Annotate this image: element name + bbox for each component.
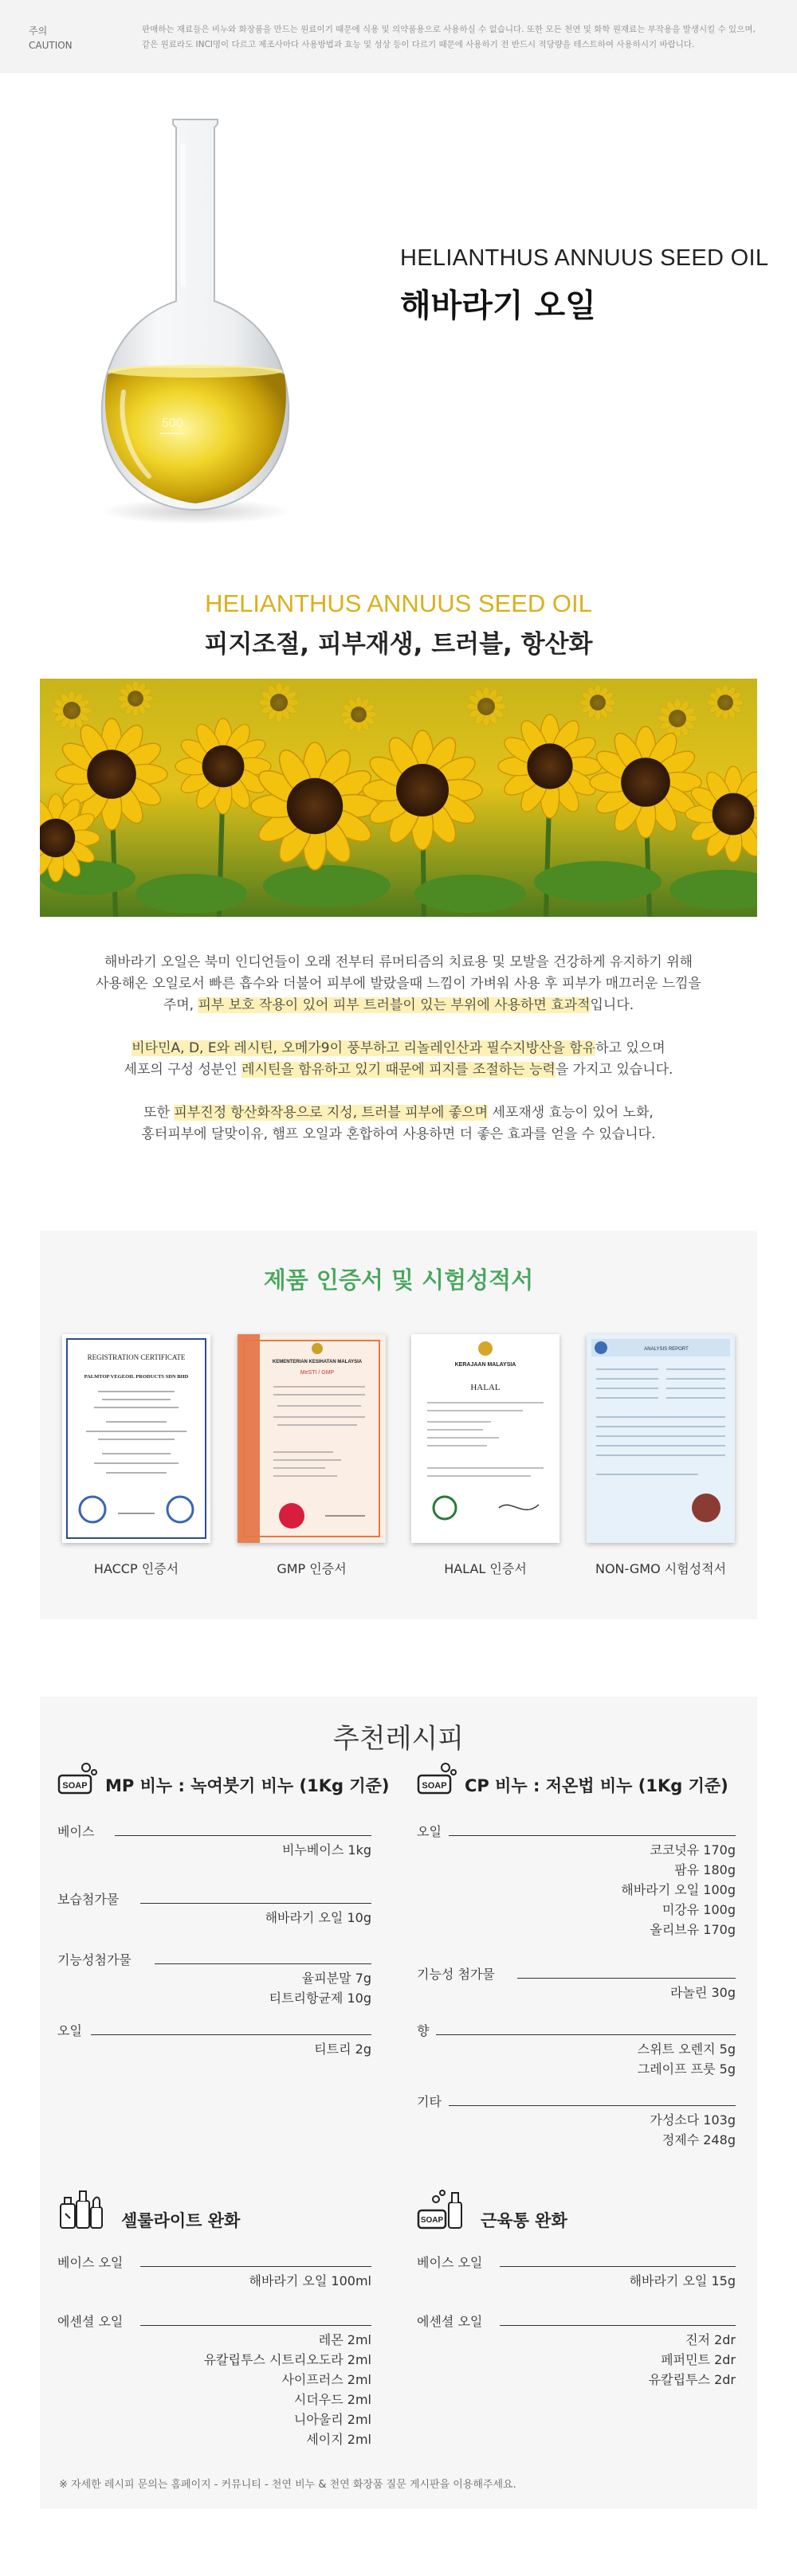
recipe-item bbox=[57, 2039, 371, 2059]
recipe-items bbox=[417, 2039, 736, 2079]
ingredient-amount: 2ml bbox=[347, 2412, 371, 2427]
soap-bottle-icon bbox=[417, 2186, 465, 2231]
recipe-item bbox=[57, 2370, 371, 2390]
caution-label bbox=[29, 24, 73, 53]
category-rule bbox=[115, 1835, 371, 1836]
recipe-category: 에센셜 오일 bbox=[417, 2314, 483, 2329]
category-rule bbox=[91, 2034, 371, 2035]
description-line: 홍터피부에 달맞이유, 햄프 오일과 혼합하여 사용하면 더 좋은 효과를 얻을 수 있습니다. bbox=[141, 1126, 656, 1142]
recipe-items bbox=[417, 1983, 736, 2002]
ingredient-name: 비누베이스 bbox=[282, 1842, 344, 1858]
highlight-text: 피부진정 항산화작용으로 지성, 트러블 피부에 좋으며 bbox=[174, 1105, 489, 1121]
cert-doc-title: ANALYSIS REPORT bbox=[644, 1347, 689, 1352]
caution-label-en: CAUTION bbox=[29, 40, 73, 51]
ingredient-name: 사이프러스 bbox=[281, 2372, 344, 2387]
ingredient-amount: 2ml bbox=[347, 2332, 371, 2347]
text-span: 입니다. bbox=[590, 997, 634, 1013]
ingredient-amount: 5g bbox=[719, 2061, 736, 2077]
category-rule bbox=[449, 2105, 736, 2106]
category-rule bbox=[517, 1978, 736, 1979]
gmp-certificate-image bbox=[238, 1334, 386, 1543]
cert-doc-subtitle: HALAL bbox=[470, 1383, 501, 1392]
recipe-category: 향 bbox=[417, 2023, 430, 2038]
ingredient-amount: 2dr bbox=[714, 2372, 736, 2387]
ingredient-name: 그레이프 프룻 bbox=[637, 2061, 716, 2077]
ingredient-name: 티트리항균제 bbox=[269, 1991, 344, 2006]
recipe-items bbox=[57, 2330, 371, 2449]
recipe-item bbox=[57, 1988, 371, 2008]
recipe-items bbox=[417, 2330, 736, 2390]
hero-title-en: HELIANTHUS ANNUUS SEED OIL bbox=[400, 245, 769, 271]
ingredient-amount: 100ml bbox=[331, 2273, 371, 2288]
recipe-item bbox=[57, 1908, 371, 1928]
ingredient-amount: 100g bbox=[703, 1882, 736, 1897]
highlight-text: 비타민A, D, E와 레시틴, 오메가9이 풍부하고 리놀레인산과 필수지방산을 함유 bbox=[132, 1040, 596, 1056]
recipe-items bbox=[57, 1840, 371, 1860]
recipe-items bbox=[417, 1840, 736, 1940]
ingredient-name: 세이지 bbox=[306, 2432, 344, 2447]
ingredient-name: 팜유 bbox=[674, 1862, 700, 1877]
ingredient-name: 올리브유 bbox=[650, 1922, 700, 1937]
category-rule bbox=[140, 1903, 371, 1904]
ingredient-amount: 15g bbox=[711, 2273, 736, 2288]
ingredient-name: 해바라기 오일 bbox=[621, 1882, 700, 1897]
cert-doc-title: KERAJAAN MALAYSIA bbox=[454, 1362, 516, 1368]
cert-doc-subtitle: PALMTOP VEGEOIL PRODUCTS SDN BHD bbox=[84, 1374, 189, 1380]
recipe-item bbox=[417, 2059, 736, 2079]
ingredient-name: 유칼립투스 bbox=[648, 2372, 710, 2387]
oil-bottles-icon bbox=[57, 2186, 105, 2231]
ingredient-amount: 10g bbox=[347, 1991, 371, 2006]
ingredient-name: 레몬 bbox=[318, 2332, 344, 2347]
recipe-item bbox=[57, 1968, 371, 1988]
recipe-category: 베이스 bbox=[57, 1824, 95, 1839]
ingredient-name: 율피분말 bbox=[301, 1971, 351, 1986]
category-rule bbox=[500, 2266, 736, 2267]
ingredient-amount: 2ml bbox=[347, 2392, 371, 2407]
ingredient-name: 해바라기 오일 bbox=[265, 1910, 344, 1925]
section-title-en: HELIANTHUS ANNUUS SEED OIL bbox=[205, 589, 592, 617]
ingredient-name: 진저 bbox=[685, 2332, 710, 2347]
recipe-category: 기능성첨가물 bbox=[57, 1952, 132, 1967]
text-span: 을 가지고 있습니다. bbox=[555, 1062, 673, 1078]
recipe-item bbox=[417, 1983, 736, 2002]
recipe-items bbox=[57, 1908, 371, 1928]
recipe-items bbox=[57, 1968, 371, 2008]
ingredient-amount: 30g bbox=[711, 1985, 736, 2000]
recipe-category: 에센셜 오일 bbox=[57, 2314, 124, 2329]
ingredient-amount: 100g bbox=[703, 1902, 736, 1917]
recipe-item bbox=[417, 2330, 736, 2350]
description-paragraph-1 bbox=[0, 952, 797, 1016]
section-subtitle-ko: 피지조절, 피부재생, 트러블, 항산화 bbox=[204, 630, 593, 659]
recipes-section bbox=[40, 1697, 757, 2509]
ingredient-amount: 2dr bbox=[714, 2332, 736, 2347]
ingredient-amount: 170g bbox=[703, 1842, 736, 1858]
ingredient-name: 해바라기 오일 bbox=[249, 2273, 328, 2288]
soap-icon-text: SOAP bbox=[422, 1781, 447, 1791]
ingredient-name: 정제수 bbox=[662, 2132, 700, 2147]
category-rule bbox=[500, 2325, 736, 2326]
description-line: 사용해온 오일로서 빠른 흡수와 더불어 피부에 발랐을때 느낌이 가벼워 사용 후 피부가 매끄러운 느낌을 bbox=[96, 976, 701, 992]
halal-certificate-image bbox=[411, 1334, 559, 1543]
gmp-certificate-label: GMP 인증서 bbox=[277, 1561, 347, 1576]
description-line bbox=[0, 1059, 797, 1081]
description-line bbox=[0, 1038, 797, 1059]
recipe-item bbox=[417, 2370, 736, 2390]
recipe-item bbox=[417, 1840, 736, 1860]
recipe-item bbox=[57, 2390, 371, 2410]
recipe-item bbox=[57, 2429, 371, 2449]
cp-recipe-title: CP 비누 : 저온법 비누 (1Kg 기준) bbox=[465, 1776, 728, 1795]
category-rule bbox=[140, 2325, 371, 2326]
text-span: 하고 있으며 bbox=[595, 1040, 665, 1056]
recipe-category: 기능성 첨가물 bbox=[417, 1967, 495, 1982]
ingredient-amount: 170g bbox=[703, 1922, 736, 1937]
recipe-item bbox=[57, 2350, 371, 2370]
text-span: 세포재생 효능이 있어 노화, bbox=[488, 1105, 654, 1121]
ingredient-amount: 10g bbox=[347, 1910, 371, 1925]
recipe-category: 오일 bbox=[417, 1824, 442, 1839]
recipe-item bbox=[417, 2039, 736, 2059]
recipe-items bbox=[417, 2110, 736, 2150]
flask-volume-mark: 500 bbox=[162, 417, 183, 430]
non-gmo-report-image bbox=[587, 1334, 735, 1543]
hero-title-ko: 해바라기 오일 bbox=[400, 288, 596, 324]
soap-icon bbox=[57, 1761, 99, 1796]
halal-certificate-label: HALAL 인증서 bbox=[444, 1561, 527, 1576]
recipe-items bbox=[57, 2039, 371, 2059]
ingredient-name: 가성소다 bbox=[650, 2112, 700, 2128]
ingredient-amount: 180g bbox=[703, 1862, 736, 1877]
ingredient-name: 페퍼민트 bbox=[661, 2352, 710, 2367]
ingredient-name: 티트리 bbox=[314, 2042, 351, 2057]
recipe-category: 오일 bbox=[57, 2023, 82, 2038]
recipe-item bbox=[417, 1880, 736, 1900]
ingredient-amount: 1kg bbox=[347, 1842, 371, 1858]
recipe-items bbox=[417, 2271, 736, 2291]
oil-flask-image bbox=[76, 112, 315, 542]
cert-doc-title: KEMENTERIAN KESIHATAN MALAYSIA bbox=[272, 1360, 363, 1364]
ingredient-name: 시더우드 bbox=[293, 2392, 344, 2407]
recipe-item bbox=[57, 1840, 371, 1860]
recipe-item bbox=[417, 2110, 736, 2130]
ingredient-amount: 103g bbox=[703, 2112, 736, 2128]
ingredient-amount: 2dr bbox=[714, 2352, 736, 2367]
non-gmo-report-label: NON-GMO 시험성적서 bbox=[595, 1561, 727, 1576]
recipe-item bbox=[417, 2130, 736, 2150]
recipe-items bbox=[57, 2271, 371, 2291]
text-span: 세포의 구성 성분인 bbox=[124, 1062, 242, 1078]
ingredient-amount: 2ml bbox=[347, 2372, 371, 2387]
caution-text: 판매하는 재료들은 비누와 화장품을 만드는 원료이기 때문에 식용 및 의약품용으로 사용하실 수 없습니다. 또한 모든 천연 및 화학 원재료는 부작용을 발생시킬 수 있으며, 같은 원료라도 INCI명이 다르고 제조사마다 사용방법과 효능 및 성상 등이 다르기 때문에 사용하기 전 반드시 적당량을 테스트하여 사용하시기 바랍니다. bbox=[142, 25, 756, 49]
ingredient-name: 라놀린 bbox=[670, 1985, 708, 2000]
cert-doc-title: REGISTRATION CERTIFICATE bbox=[87, 1353, 186, 1361]
cert-doc-subtitle: MeSTI / GMP bbox=[300, 1370, 335, 1376]
recipe-category: 보습첨가물 bbox=[57, 1892, 120, 1907]
recipe-category: 베이스 오일 bbox=[417, 2255, 483, 2270]
ingredient-name: 유칼립투스 시트리오도라 bbox=[203, 2352, 344, 2367]
recipe-item bbox=[57, 2271, 371, 2291]
description-paragraph-3 bbox=[0, 1102, 797, 1145]
recipes-title: 추천레시피 bbox=[332, 1723, 465, 1755]
ingredient-amount: 2ml bbox=[347, 2432, 371, 2447]
haccp-certificate-image bbox=[62, 1334, 210, 1543]
category-rule bbox=[140, 2266, 371, 2267]
ingredient-amount: 7g bbox=[355, 1971, 371, 1986]
category-rule bbox=[449, 1835, 736, 1836]
text-span: 또한 bbox=[143, 1105, 175, 1121]
recipe-item bbox=[57, 2410, 371, 2429]
description-line: 해바라기 오일은 북미 인디언들이 오래 전부터 류머티즘의 치료용 및 모발을 건강하게 유지하기 위해 bbox=[104, 954, 693, 970]
ingredient-name: 미강유 bbox=[662, 1902, 700, 1917]
ingredient-amount: 5g bbox=[719, 2042, 736, 2057]
recipe-item bbox=[417, 1860, 736, 1880]
cellulite-recipe-title: 셀룰라이트 완화 bbox=[121, 2211, 241, 2230]
ingredient-name: 스위트 오렌지 bbox=[637, 2042, 716, 2057]
certificates-section bbox=[40, 1231, 757, 1619]
recipe-item bbox=[417, 2350, 736, 2370]
ingredient-amount: 2g bbox=[355, 2042, 371, 2057]
highlight-text: 피부 보호 작용이 있어 피부 트러블이 있는 부위에 사용하면 효과적 bbox=[198, 997, 591, 1013]
recipe-item bbox=[417, 1900, 736, 1920]
soap-icon-text: SOAP bbox=[62, 1781, 88, 1791]
soap-icon-text: SOAP bbox=[420, 2216, 444, 2225]
mp-recipe-title: MP 비누 : 녹여붓기 비누 (1Kg 기준) bbox=[105, 1776, 390, 1795]
category-rule bbox=[436, 2034, 736, 2035]
muscle-recipe-title: 근육통 완화 bbox=[481, 2211, 567, 2230]
description-line bbox=[0, 995, 797, 1016]
ingredient-name: 해바라기 오일 bbox=[629, 2273, 708, 2288]
recipe-category: 베이스 오일 bbox=[57, 2255, 124, 2270]
ingredient-name: 니아울리 bbox=[293, 2412, 344, 2427]
ingredient-amount: 2ml bbox=[347, 2352, 371, 2367]
recipe-item bbox=[417, 2271, 736, 2291]
ingredient-name: 코코넛유 bbox=[650, 1842, 700, 1858]
text-span: 주며, bbox=[163, 997, 198, 1013]
category-rule bbox=[155, 1963, 371, 1964]
certificates-title: 제품 인증서 및 시험성적서 bbox=[263, 1266, 534, 1294]
soap-icon bbox=[417, 1761, 458, 1796]
caution-label-ko: 주의 bbox=[29, 25, 48, 37]
recipe-item bbox=[417, 1920, 736, 1940]
caution-bar bbox=[0, 0, 797, 73]
sunflower-field-image bbox=[40, 679, 757, 917]
description-line bbox=[0, 1102, 797, 1124]
ingredient-amount: 248g bbox=[703, 2132, 736, 2147]
description-paragraph-2 bbox=[0, 1038, 797, 1081]
haccp-certificate-label: HACCP 인증서 bbox=[93, 1561, 179, 1576]
recipe-item bbox=[57, 2330, 371, 2350]
recipe-footnote: ※ 자세한 레시피 문의는 홈페이지 - 커뮤니티 - 천연 비누 & 천연 화장품 질문 게시판을 이용해주세요. bbox=[59, 2479, 516, 2491]
highlight-text: 레시틴을 함유하고 있기 때문에 피지를 조절하는 능력 bbox=[241, 1062, 556, 1078]
recipe-category: 기타 bbox=[417, 2094, 442, 2109]
